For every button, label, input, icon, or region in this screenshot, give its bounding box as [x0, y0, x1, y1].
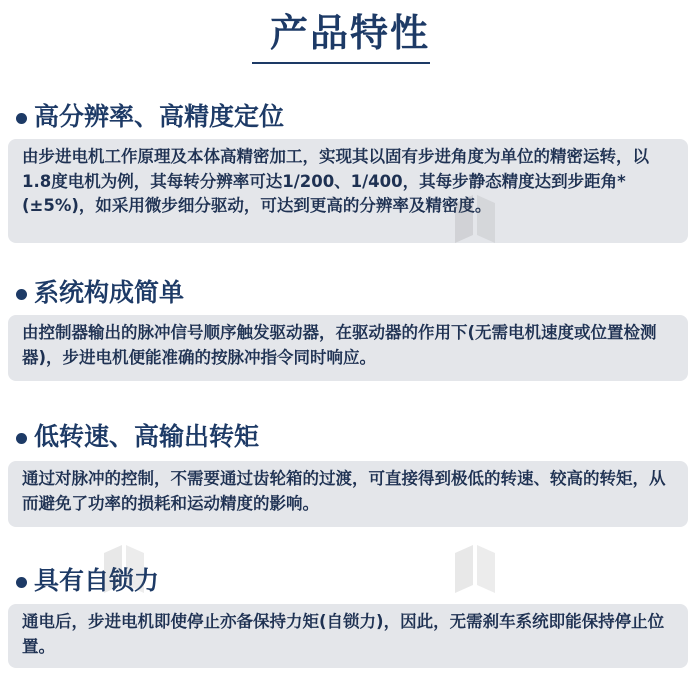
section-body-low-speed-torque: 通过对脉冲的控制，不需要通过齿轮箱的过渡，可直接得到极低的转速、较高的转矩，从而避免了功率的损耗和运动精度的影响。 [8, 461, 688, 527]
page-title: 产品特性 [269, 11, 430, 55]
section-body-simple-system: 由控制器输出的脉冲信号顺序触发驱动器，在驱动器的作用下(无需电机速度或位置检测器)，步进电机便能准确的按脉冲指令同时响应。 [8, 315, 688, 381]
title-underline [252, 62, 430, 64]
bullet-icon [16, 433, 27, 444]
section-heading-text: 低转速、高输出转矩 [34, 422, 260, 451]
watermark-logo-icon [455, 545, 495, 593]
section-heading-high-resolution [16, 100, 284, 134]
section-body-high-resolution: 由步进电机工作原理及本体高精密加工，实现其以固有步进角度为单位的精密运转，以1.8度电机为例，其每转分辨率可达1/200、1/400，其每步静态精度达到步距角*(±5%)，如采用微步细分驱动，可达到更高的分辨率及精密度。 [8, 139, 688, 243]
section-heading-simple-system [16, 276, 184, 310]
bullet-icon [16, 289, 27, 300]
bullet-icon [16, 113, 27, 124]
section-heading-low-speed-torque [16, 420, 259, 454]
page-title-container [0, 10, 700, 56]
watermark-logo-icon [104, 545, 144, 593]
section-heading-text: 系统构成简单 [34, 278, 185, 307]
bullet-icon [16, 577, 27, 588]
watermark-logo-icon [455, 195, 495, 243]
section-heading-text: 具有自锁力 [34, 566, 160, 595]
section-heading-text: 高分辨率、高精度定位 [34, 102, 285, 131]
section-body-self-locking: 通电后，步进电机即使停止亦备保持力矩(自锁力)，因此，无需刹车系统即能保持停止位置。 [8, 604, 688, 668]
